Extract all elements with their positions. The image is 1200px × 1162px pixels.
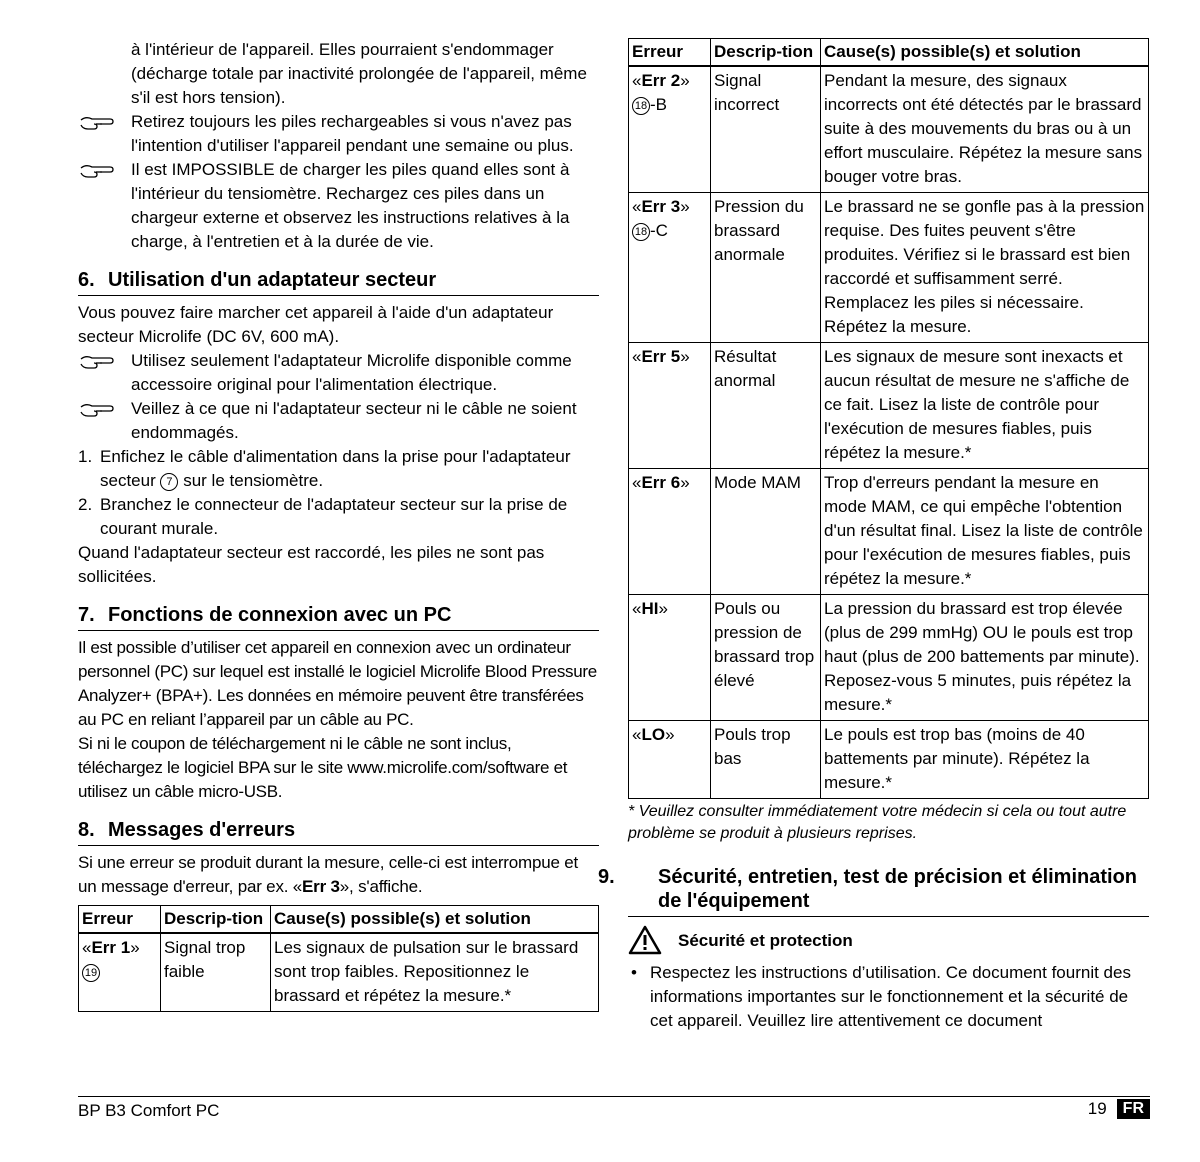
paragraph: Vous pouvez faire marcher cet appareil à l'aide d'un adaptateur secteur Microlife (DC 6V, 600 mA). [78, 303, 554, 346]
section-heading-7 [78, 603, 599, 631]
page-number: 19 [1087, 1099, 1107, 1118]
header-description: Descrip-tion [711, 39, 821, 67]
description-cell: Pouls trop bas [711, 721, 821, 799]
error-cell: «LO» [629, 721, 711, 799]
description-cell: Signal incorrect [711, 66, 821, 193]
section-number: 7. [78, 604, 95, 626]
header-cause: Cause(s) possible(s) et solution [821, 39, 1149, 67]
error-code: Err 6 [641, 473, 681, 492]
description-cell: Mode MAM [711, 469, 821, 595]
cause-cell: La pression du brassard est trop élevée (plus de 299 mmHg) OU le pouls est trop haut (plus de 200 battements par minute). Reposez-vous 5 minutes, puis répétez la mesure.* [821, 595, 1149, 721]
table-row [629, 595, 1149, 721]
cause-cell: Le brassard ne se gonfle pas à la pression requise. Des fuites peuvent s'être produites. Vérifiez si le brassard est bien raccordé et suffisamment serré. Remplacez les piles si nécessaire. Répétez la mesure. [821, 193, 1149, 343]
error-code: Err 3 [641, 197, 681, 216]
item-text: Enfichez le câble d'alimentation dans la prise pour l'adaptateur secteur [100, 447, 571, 490]
note [78, 110, 599, 158]
error-code: Err 2 [641, 71, 681, 90]
pointing-hand-icon [80, 353, 116, 371]
table-header-row [629, 39, 1149, 67]
section-number: 6. [78, 269, 95, 291]
reference-circle: 19 [82, 964, 100, 982]
left-column [78, 38, 599, 1012]
item-text: sur le tensiomètre. [183, 471, 324, 490]
note [78, 349, 599, 397]
note [78, 397, 599, 445]
error-code: Err 5 [641, 347, 681, 366]
error-cell: «HI» [629, 595, 711, 721]
language-badge: FR [1117, 1099, 1150, 1119]
error-cell: «Err 2» 18 -B [629, 66, 711, 193]
reference-circle: 18 [632, 97, 650, 115]
table-row [79, 933, 599, 1012]
note-text: Utilisez seulement l'adaptateur Microlife disponible comme accessoire original pour l'alimentation électrique. [131, 351, 572, 394]
right-column [598, 38, 1149, 1033]
section-number: 9. [598, 866, 615, 888]
section-title: Sécurité, entretien, test de précision et élimination de l'équipement [658, 866, 1138, 912]
reference-suffix: -C [650, 221, 668, 240]
error-table-left [78, 905, 599, 1012]
error-cell: «Err 3» 18 -C [629, 193, 711, 343]
cause-cell: Les signaux de mesure sont inexacts et aucun résultat de mesure ne s'affiche de ce fait. Lisez la liste de contrôle pour l'exécution de mesures fiables, puis répétez la mesure.* [821, 343, 1149, 469]
reference-circle: 7 [160, 473, 178, 491]
pointing-hand-icon [80, 401, 116, 419]
header-error: Erreur [79, 906, 161, 934]
paragraph: Quand l'adaptateur secteur est raccordé, les piles ne sont pas sollicitées. [78, 543, 545, 586]
description-cell: Résultat anormal [711, 343, 821, 469]
header-description: Descrip-tion [161, 906, 271, 934]
description-cell: Pouls ou pression de brassard trop élevé [711, 595, 821, 721]
item-number: 2. [78, 495, 93, 514]
item-number: 1. [78, 447, 93, 466]
cause-cell: Les signaux de pulsation sur le brassard sont trop faibles. Repositionnez le brassard et répétez la mesure.* [271, 933, 599, 1012]
bullet-text: Respectez les instructions d’utilisation. Ce document fournit des informations importantes sur le fonctionnement et la sécurité de cet appareil. Veuillez lire attentivement ce document [650, 963, 1131, 1030]
pointing-hand-icon [80, 114, 116, 132]
section-number: 8. [78, 819, 95, 841]
footer-product: BP B3 Comfort PC [78, 1101, 220, 1120]
note-text: Il est IMPOSSIBLE de charger les piles quand elles sont à l'intérieur du tensiomètre. Rechargez ces piles dans un chargeur externe et observez les instructions relatives à la charge, à l'entretien et à la durée de vie. [131, 160, 570, 251]
reference-circle: 18 [632, 223, 650, 241]
note-text: Retirez toujours les piles rechargeables si vous n'avez pas l'intention d'utiliser l'appareil pendant une semaine ou plus. [131, 112, 574, 155]
cause-cell: Pendant la mesure, des signaux incorrects ont été détectés par le brassard suite à des mouvements du bras ou à un effort musculaire. Répétez la mesure sans bouger votre bras. [821, 66, 1149, 193]
error-code: HI [641, 599, 659, 618]
footer-page [1088, 1099, 1150, 1119]
header-cause: Cause(s) possible(s) et solution [271, 906, 599, 934]
section-heading-6 [78, 268, 599, 296]
bullet-item [628, 961, 1149, 1033]
intro-text: à l'intérieur de l'appareil. Elles pourraient s'endommager (décharge totale par inactivité prolongée de l'appareil, même s'il est hors tension). [131, 40, 587, 107]
pointing-hand-icon [80, 162, 116, 180]
table-header-row [79, 906, 599, 934]
footer-divider [78, 1096, 1150, 1097]
safety-title: Sécurité et protection [678, 931, 853, 950]
section-title: Utilisation d'un adaptateur secteur [108, 269, 437, 291]
description-cell: Pression du brassard anormale [711, 193, 821, 343]
cause-cell: Le pouls est trop bas (moins de 40 battements par minute). Répétez la mesure.* [821, 721, 1149, 799]
error-code: Err 1 [91, 938, 131, 957]
section-heading-9 [598, 865, 1149, 917]
paragraph: Il est possible d’utiliser cet appareil en connexion avec un ordinateur personnel (PC) sur lequel est installé le logiciel Microlife Blood Pressure Analyzer+ (BPA+). Les données en mémoire peuvent être transférées au PC en reliant l’appareil par un câble au PC. [78, 638, 597, 729]
cause-cell: Trop d'erreurs pendant la mesure en mode MAM, ce qui empêche l'obtention d'un résultat final. Lisez la liste de contrôle pour l'exécution de mesures fiables, puis répétez la mesure.* [821, 469, 1149, 595]
table-row [629, 721, 1149, 799]
paragraph: Si ni le coupon de téléchargement ni le câble ne sont inclus, téléchargez le logiciel BPA sur le site www.microlife.com/software et utilisez un câble micro-USB. [78, 734, 568, 801]
footnote: * Veuillez consulter immédiatement votre médecin si cela ou tout autre problème se produit à plusieurs reprises. [628, 803, 1127, 842]
bullet-icon: • [631, 963, 637, 982]
description-cell: Signal trop faible [161, 933, 271, 1012]
table-row [629, 343, 1149, 469]
numbered-item [78, 445, 599, 493]
table-row [629, 66, 1149, 193]
table-row [629, 469, 1149, 595]
text-span: Si une erreur se produit durant la mesure, celle-ci est interrompue et un message d'erreur, par ex. « [78, 853, 579, 896]
header-error: Erreur [629, 39, 711, 67]
numbered-item [78, 493, 599, 541]
error-cell: «Err 5» [629, 343, 711, 469]
safety-heading [628, 929, 1149, 953]
paragraph [78, 851, 599, 899]
text-span: », s'affiche. [339, 877, 423, 896]
section-title: Fonctions de connexion avec un PC [108, 604, 452, 626]
note-text: Veillez à ce que ni l'adaptateur secteur ni le câble ne soient endommagés. [131, 399, 577, 442]
error-cell: «Err 6» [629, 469, 711, 595]
error-code: LO [641, 725, 666, 744]
section-title: Messages d'erreurs [108, 819, 296, 841]
error-cell: «Err 1» 19 [79, 933, 161, 1012]
table-row [629, 193, 1149, 343]
section-heading-8 [78, 818, 599, 846]
note [78, 158, 599, 254]
error-table-right [628, 38, 1149, 799]
reference-suffix: -B [650, 95, 667, 114]
item-text: Branchez le connecteur de l'adaptateur secteur sur la prise de courant murale. [100, 495, 568, 538]
warning-icon [628, 925, 662, 955]
text-span-bold: Err 3 [302, 877, 340, 896]
